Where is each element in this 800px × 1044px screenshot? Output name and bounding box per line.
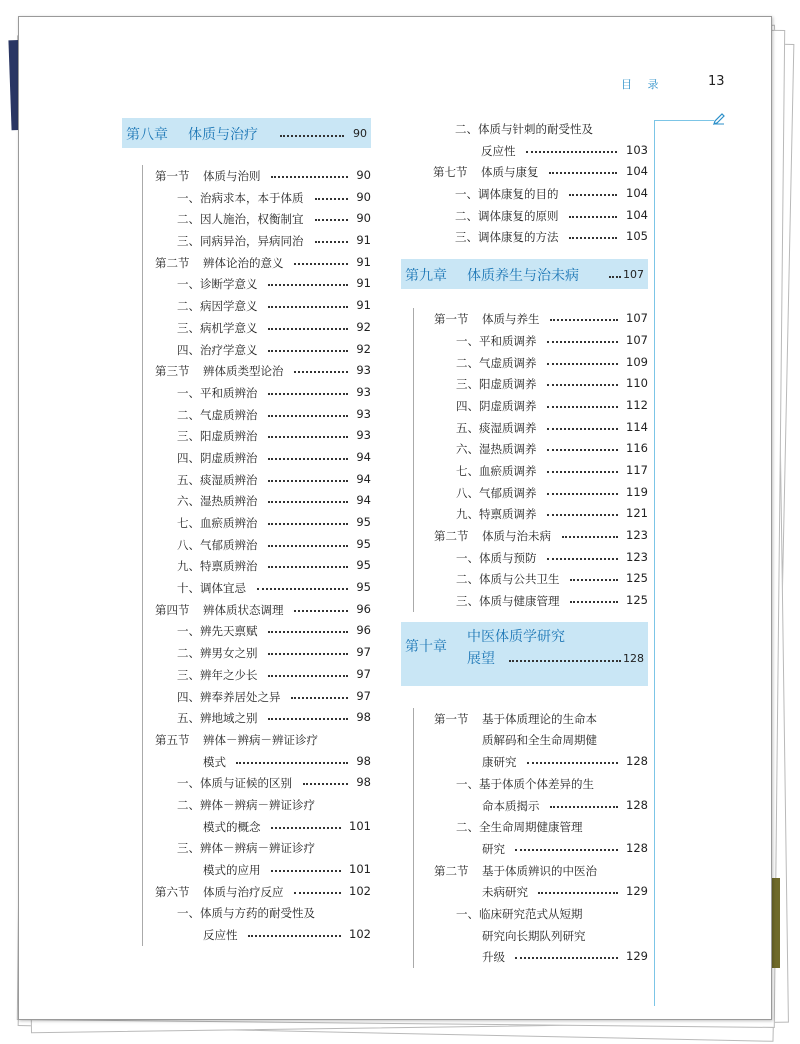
entry-title: 命本质揭示 [482, 798, 540, 813]
section-label: 第六节 [155, 884, 190, 899]
entry-page: 96 [356, 601, 371, 616]
toc-entry-row[interactable] [414, 568, 648, 590]
toc-entry-row[interactable] [143, 339, 371, 361]
entry-title: 五、痰湿质调养 [456, 420, 537, 435]
entry-title: 二、体质与针刺的耐受性及 [455, 122, 593, 136]
leader-dots [547, 493, 618, 495]
leader-dots [609, 276, 621, 278]
toc-entry-row[interactable] [143, 686, 371, 708]
entry-page: 92 [356, 319, 371, 334]
toc-list [413, 308, 648, 612]
entry-page: 101 [349, 818, 371, 833]
entry-title: 二、气虚质调养 [456, 355, 537, 370]
leader-dots [236, 762, 348, 764]
entry-title: 辨体论治的意义 [203, 255, 284, 270]
entry-title: 三、体质与健康管理 [456, 594, 560, 609]
entry-page: 102 [349, 883, 371, 898]
leader-dots [268, 328, 348, 330]
entry-title: 五、痰湿质辨治 [177, 472, 258, 487]
leader-dots [268, 458, 348, 460]
leader-dots [291, 697, 348, 699]
entry-page: 93 [356, 406, 371, 421]
entry-page: 94 [356, 449, 371, 464]
entry-title: 一、治病求本，本于体质 [177, 190, 304, 205]
entry-page: 97 [356, 666, 371, 681]
leader-dots [547, 449, 618, 451]
entry-page: 98 [356, 753, 371, 768]
entry-page: 116 [626, 441, 648, 456]
leader-dots [303, 783, 348, 785]
section-label: 第七节 [433, 165, 468, 180]
leader-dots [527, 762, 618, 764]
entry-title: 二、体质与公共卫生 [456, 572, 560, 587]
leader-dots [268, 436, 348, 438]
entry-title: 辨体质状态调理 [203, 602, 284, 617]
toc-entry-row[interactable] [143, 447, 371, 469]
entry-page: 91 [356, 298, 371, 313]
entry-page: 90 [356, 211, 371, 226]
entry-title: 体质与治则 [203, 169, 261, 183]
leader-dots [547, 341, 618, 343]
entry-title: 六、湿热质调养 [456, 442, 537, 457]
toc-entry-row[interactable] [414, 881, 648, 903]
entry-title: 三、辨体－辨病－辨证诊疗 [177, 841, 315, 856]
toc-entry-row[interactable] [413, 205, 648, 227]
toc-entry-row[interactable] [143, 404, 371, 426]
pen-icon [712, 112, 726, 126]
entry-page: 90 [356, 168, 371, 182]
entry-title: 模式的概念 [203, 819, 261, 834]
chapter-title: 体质养生与治未病 [467, 268, 579, 285]
toc-entry-row[interactable] [414, 590, 648, 612]
leader-dots [294, 263, 348, 265]
leader-dots [248, 935, 341, 937]
toc-entry-row[interactable] [413, 118, 648, 140]
leader-dots [538, 892, 618, 894]
leader-dots [294, 610, 348, 612]
entry-title: 三、同病异治，异病同治 [177, 234, 304, 249]
entry-title: 七、血瘀质调养 [456, 463, 537, 478]
toc-entry-row[interactable] [414, 946, 648, 968]
leader-dots [547, 363, 618, 365]
toc-section-row[interactable] [143, 599, 371, 621]
entry-title: 二、病因学意义 [177, 299, 258, 314]
toc-entry-row[interactable] [414, 482, 648, 504]
leader-dots [268, 415, 348, 417]
entry-title: 辨体－辨病－辨证诊疗 [203, 732, 318, 747]
entry-title: 基于体质辨识的中医治 [482, 863, 597, 878]
chapter-page: 107 [623, 268, 644, 282]
leader-dots [526, 151, 617, 153]
chapter-number: 第九章 [405, 268, 447, 285]
leader-dots [268, 523, 348, 525]
toc-entry-row[interactable] [414, 547, 648, 569]
entry-page: 94 [356, 493, 371, 508]
entry-page: 123 [626, 549, 648, 564]
leader-dots [268, 718, 348, 720]
entry-title: 体质与养生 [482, 312, 540, 327]
leader-dots [562, 536, 618, 538]
leader-dots [315, 241, 348, 243]
chapter-page: 90 [353, 127, 367, 140]
entry-page: 104 [626, 164, 648, 179]
entry-page: 93 [356, 428, 371, 443]
toc-entry-row[interactable] [143, 707, 371, 729]
toc-entry-row[interactable] [143, 642, 371, 664]
entry-title: 三、阳虚质辨治 [177, 429, 258, 444]
entry-title: 二、辨男女之别 [177, 646, 258, 661]
toc-entry-row[interactable] [143, 902, 371, 924]
entry-page: 97 [356, 688, 371, 703]
toc-list [413, 118, 648, 248]
entry-title: 二、因人施治，权衡制宜 [177, 212, 304, 227]
toc-entry-row[interactable] [143, 794, 371, 816]
entry-title: 模式 [203, 754, 226, 769]
chapter-title: 中医体质学研究 [467, 628, 565, 645]
leader-dots [547, 384, 618, 386]
toc-entry-row[interactable] [143, 512, 371, 534]
leader-dots [547, 471, 618, 473]
toc-entry-row[interactable] [413, 140, 648, 162]
entry-page: 103 [626, 142, 648, 157]
toc-entry-row[interactable] [414, 925, 648, 947]
entry-title: 一、基于体质个体差异的生 [456, 776, 594, 791]
entry-page: 91 [356, 233, 371, 248]
entry-page: 91 [356, 254, 371, 269]
section-label: 第三节 [155, 364, 190, 379]
leader-dots [570, 579, 618, 581]
entry-page: 117 [626, 462, 648, 477]
entry-title: 八、气郁质调养 [456, 485, 537, 500]
leader-dots [569, 237, 617, 239]
entry-page: 128 [626, 754, 648, 769]
leader-dots [570, 601, 618, 603]
entry-page: 125 [626, 571, 648, 586]
entry-title: 一、体质与预防 [456, 550, 537, 565]
toc-section-row[interactable] [143, 360, 371, 382]
entry-page: 91 [356, 276, 371, 291]
toc-entry-row[interactable] [414, 503, 648, 525]
toc-entry-row[interactable] [414, 795, 648, 817]
entry-title: 一、临床研究范式从短期 [456, 906, 583, 921]
entry-page: 119 [626, 484, 648, 499]
entry-page: 95 [356, 515, 371, 529]
leader-dots [569, 216, 617, 218]
leader-dots [547, 428, 618, 430]
toc-entry-row[interactable] [143, 772, 371, 794]
entry-title: 四、阴虚质辨治 [177, 450, 258, 465]
leader-dots [268, 306, 348, 308]
section-label: 第二节 [155, 255, 190, 270]
toc-entry-row[interactable] [143, 620, 371, 642]
leader-dots [268, 501, 348, 503]
entry-page: 92 [356, 341, 371, 356]
toc-section-row[interactable] [143, 881, 371, 903]
entry-page: 112 [626, 397, 648, 412]
entry-page: 93 [356, 363, 371, 378]
entry-page: 101 [349, 862, 371, 876]
entry-title: 一、调体康复的目的 [455, 187, 559, 202]
section-label: 第一节 [434, 312, 469, 327]
entry-page: 125 [626, 593, 648, 608]
leader-dots [271, 176, 348, 178]
toc-entry-row[interactable] [414, 330, 648, 352]
toc-entry-row[interactable] [143, 273, 371, 295]
toc-entry-row[interactable] [143, 425, 371, 447]
chapter-number: 第十章 [405, 638, 447, 655]
entry-page: 104 [626, 207, 648, 222]
entry-title: 三、阳虚质调养 [456, 377, 537, 392]
leader-dots [271, 827, 341, 829]
entry-title: 一、平和质调养 [456, 333, 537, 348]
entry-title: 质解码和全生命周期健 [482, 733, 597, 748]
toc-list [413, 708, 648, 968]
entry-page: 128 [626, 797, 648, 812]
entry-title: 一、辨先天禀赋 [177, 624, 258, 639]
entry-page: 98 [356, 775, 371, 790]
entry-page: 129 [626, 884, 648, 899]
entry-page: 94 [356, 471, 371, 486]
section-label: 第五节 [155, 732, 190, 747]
toc-entry-row[interactable] [414, 816, 648, 838]
toc-section-row[interactable] [143, 252, 371, 274]
toc-entry-row[interactable] [414, 773, 648, 795]
toc-section-row[interactable] [414, 308, 648, 330]
leader-dots [280, 135, 344, 137]
toc-list [142, 165, 371, 946]
entry-title: 十、调体宜忌 [177, 581, 246, 596]
entry-title: 二、气虚质辨治 [177, 407, 258, 422]
entry-title: 一、体质与方药的耐受性及 [177, 906, 315, 921]
entry-page: 129 [626, 949, 648, 964]
entry-title: 四、治疗学意义 [177, 342, 258, 357]
entry-title: 升级 [482, 950, 505, 965]
entry-page: 95 [356, 580, 371, 595]
entry-page: 107 [626, 311, 648, 326]
entry-title: 康研究 [482, 755, 517, 770]
entry-title: 九、特禀质调养 [456, 507, 537, 522]
toc-entry-row[interactable] [143, 816, 371, 838]
entry-title: 一、诊断学意义 [177, 277, 258, 292]
toc-entry-row[interactable] [143, 187, 371, 209]
leader-dots [268, 350, 348, 352]
entry-title: 三、调体康复的方法 [455, 230, 559, 245]
toc-entry-row[interactable] [414, 751, 648, 773]
toc-entry-row[interactable] [414, 373, 648, 395]
leader-dots [315, 219, 348, 221]
leader-dots [547, 406, 618, 408]
leader-dots [547, 558, 618, 560]
toc-entry-row[interactable] [143, 751, 371, 773]
leader-dots [268, 284, 348, 286]
entry-page: 95 [356, 536, 371, 551]
chapter-number: 第八章 [126, 127, 168, 143]
entry-title: 七、血瘀质辨治 [177, 516, 258, 530]
entry-title: 基于体质理论的生命本 [482, 711, 597, 726]
toc-entry-row[interactable] [413, 183, 648, 205]
entry-page: 121 [626, 506, 648, 521]
entry-title: 体质与康复 [481, 165, 539, 180]
leader-dots [509, 660, 621, 662]
toc-entry-row[interactable] [143, 208, 371, 230]
entry-title: 研究向长期队列研究 [482, 928, 586, 943]
toc-section-row[interactable] [143, 165, 371, 187]
entry-title: 反应性 [481, 143, 516, 158]
toc-entry-row[interactable] [143, 490, 371, 512]
entry-title: 辨体质类型论治 [203, 364, 284, 379]
entry-title: 一、体质与证候的区别 [177, 776, 292, 791]
leader-dots [547, 514, 618, 516]
toc-entry-row[interactable] [414, 903, 648, 925]
leader-dots [268, 393, 348, 395]
entry-title: 三、病机学意义 [177, 320, 258, 335]
entry-page: 93 [356, 384, 371, 399]
entry-page: 123 [626, 528, 648, 542]
toc-entry-row[interactable] [413, 226, 648, 248]
entry-page: 107 [626, 332, 648, 347]
toc-entry-row[interactable] [143, 837, 371, 859]
toc-entry-row[interactable] [143, 469, 371, 491]
entry-title: 八、气郁质辨治 [177, 537, 258, 552]
entry-page: 95 [356, 558, 371, 573]
leader-dots [515, 957, 618, 959]
toc-column-left [122, 118, 371, 946]
entry-page: 104 [626, 186, 648, 201]
entry-title: 四、阴虚质调养 [456, 398, 537, 413]
entry-title: 二、全生命周期健康管理 [456, 820, 583, 835]
toc-section-row[interactable] [414, 525, 648, 547]
toc-entry-row[interactable] [414, 352, 648, 374]
leader-dots [294, 371, 348, 373]
toc-entry-row[interactable] [143, 577, 371, 599]
entry-title: 未病研究 [482, 885, 528, 900]
leader-dots [268, 566, 348, 568]
entry-page: 109 [626, 354, 648, 369]
entry-title: 二、调体康复的原则 [455, 208, 559, 223]
leader-dots [268, 675, 348, 677]
leader-dots [294, 892, 341, 894]
leader-dots [271, 870, 341, 872]
toc-entry-row[interactable] [414, 438, 648, 460]
toc-section-row[interactable] [413, 161, 648, 183]
toc-section-row[interactable] [414, 708, 648, 730]
entry-page: 90 [356, 189, 371, 204]
toc-entry-row[interactable] [143, 230, 371, 252]
toc-entry-row[interactable] [143, 664, 371, 686]
leader-dots [315, 198, 348, 200]
entry-title: 六、湿热质辨治 [177, 494, 258, 509]
toc-column-right [401, 118, 648, 968]
entry-page: 128 [626, 840, 648, 855]
leader-dots [549, 172, 617, 174]
leader-dots [257, 588, 348, 590]
section-label: 第四节 [155, 602, 190, 617]
toc-entry-row[interactable] [143, 924, 371, 946]
entry-title: 反应性 [203, 928, 238, 943]
leader-dots [569, 194, 617, 196]
entry-page: 110 [626, 376, 648, 391]
entry-title: 二、辨体－辨病－辨证诊疗 [177, 797, 315, 812]
toc-entry-row[interactable] [143, 555, 371, 577]
toc-section-row[interactable] [414, 860, 648, 882]
leader-dots [550, 319, 618, 321]
section-label: 第二节 [434, 529, 469, 543]
entry-title: 研究 [482, 841, 505, 856]
entry-page: 97 [356, 645, 371, 660]
entry-title: 九、特禀质辨治 [177, 559, 258, 574]
running-header-title: 目 录 [621, 78, 665, 91]
entry-title: 五、辨地域之别 [177, 711, 258, 726]
chapter-heading[interactable] [401, 622, 648, 686]
chapter-heading[interactable] [122, 118, 371, 148]
entry-title: 模式的应用 [203, 863, 261, 877]
chapter-title: 展望 [467, 650, 495, 667]
entry-page: 102 [349, 927, 371, 942]
leader-dots [268, 653, 348, 655]
page-number: 13 [708, 74, 725, 89]
leader-dots [268, 631, 348, 633]
entry-page: 96 [356, 623, 371, 638]
leader-dots [550, 806, 618, 808]
toc-entry-row[interactable] [143, 295, 371, 317]
chapter-title: 体质与治疗 [188, 127, 258, 143]
toc-entry-row[interactable] [414, 460, 648, 482]
toc-entry-row[interactable] [143, 859, 371, 881]
entry-page: 105 [626, 229, 648, 244]
entry-title: 体质与治未病 [482, 529, 551, 543]
toc-entry-row[interactable] [414, 729, 648, 751]
chapter-page: 128 [623, 651, 644, 665]
entry-title: 三、辨年之少长 [177, 667, 258, 682]
entry-page: 114 [626, 419, 648, 434]
toc-entry-row[interactable] [143, 534, 371, 556]
section-label: 第二节 [434, 863, 469, 878]
toc-entry-row[interactable] [143, 317, 371, 339]
chapter-heading[interactable] [401, 259, 648, 289]
entry-page: 98 [356, 710, 371, 725]
entry-title: 四、辨奉养居处之异 [177, 689, 281, 704]
leader-dots [515, 849, 618, 851]
margin-rule [654, 120, 655, 1006]
section-label: 第一节 [434, 711, 469, 726]
toc-entry-row[interactable] [414, 417, 648, 439]
toc-entry-row[interactable] [414, 838, 648, 860]
entry-title: 体质与治疗反应 [203, 884, 284, 899]
leader-dots [268, 545, 348, 547]
section-label: 第一节 [155, 169, 190, 183]
toc-entry-row[interactable] [143, 382, 371, 404]
margin-rule [654, 120, 714, 121]
leader-dots [268, 480, 348, 482]
toc-section-row[interactable] [143, 729, 371, 751]
toc-entry-row[interactable] [414, 395, 648, 417]
entry-title: 一、平和质辨治 [177, 385, 258, 400]
